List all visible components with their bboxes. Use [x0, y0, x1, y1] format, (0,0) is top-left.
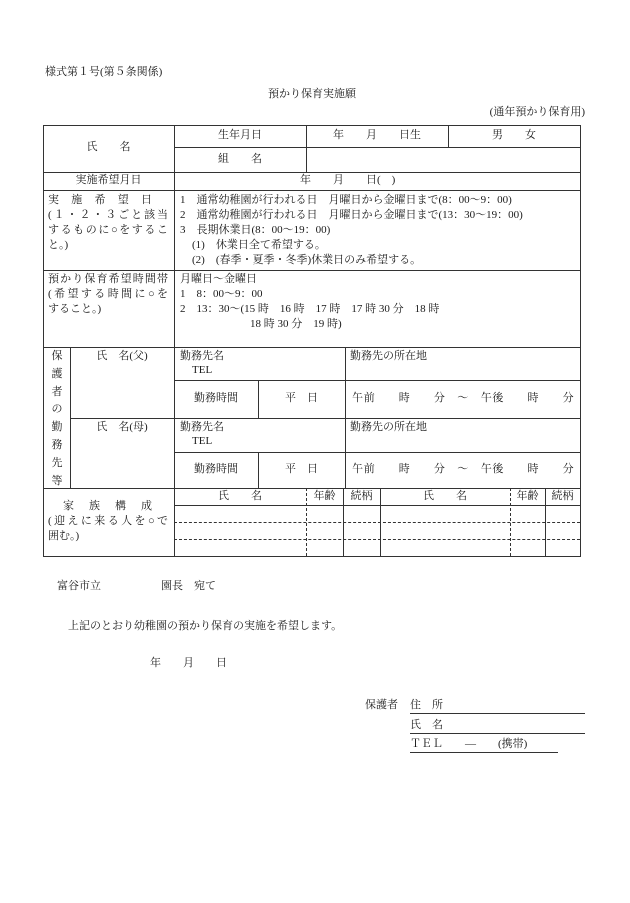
mother-name-label: 氏 名(母)	[96, 421, 148, 433]
table-border-bottom	[43, 556, 581, 557]
implementation-month-value: 年 月 日( )	[300, 174, 396, 186]
applicant-address-label: 住 所	[410, 699, 443, 711]
grid-line-h	[43, 488, 580, 489]
family-column-relation: 続柄	[350, 490, 373, 502]
application-table	[43, 125, 581, 557]
gender-choice: 男 女	[492, 129, 536, 141]
table-border-left	[43, 125, 44, 556]
guardian-section-label: 保護者の勤務先等	[51, 350, 63, 487]
application-date: 年 月 日	[150, 657, 227, 669]
mother-workplace-location-label: 勤務先の所在地	[350, 421, 427, 433]
tel-underline	[410, 752, 558, 753]
child-name-label: 氏 名	[86, 141, 131, 153]
grid-line-v	[345, 347, 346, 488]
applicant-tel-label: ＴＥＬ ― (携帯)	[410, 738, 528, 750]
implementation-days-note: するものに○をするこ	[48, 224, 168, 236]
time-slots-days: 月曜日〜金曜日	[180, 273, 257, 285]
father-workplace-location-label: 勤務先の所在地	[350, 350, 427, 362]
request-statement: 上記のとおり幼稚園の預かり保育の実施を希望します。	[68, 620, 343, 632]
family-row	[175, 506, 580, 522]
table-border-top	[43, 125, 580, 126]
table-border-right	[580, 125, 581, 557]
form-title: 預かり保育実施願	[268, 88, 356, 100]
father-name-label: 氏 名(父)	[96, 350, 148, 362]
grid-line-h	[43, 190, 580, 191]
family-column-age: 年齢	[516, 490, 539, 502]
implementation-days-note: と。)	[48, 239, 69, 251]
time-slots-note: すること。)	[48, 303, 102, 315]
birthdate-label: 生年月日	[218, 129, 262, 141]
form-subtitle: (通年預かり保育用)	[489, 106, 585, 118]
father-workplace-label: 勤務先名	[180, 350, 224, 362]
form-number: 様式第１号(第５条関係)	[45, 66, 163, 78]
address-underline	[410, 713, 585, 714]
name-underline	[410, 733, 585, 734]
time-option-2: 2 13：30〜(15 時 16 時 17 時 17 時 30 分 18 時	[180, 303, 440, 315]
mother-work-hours-label: 勤務時間	[194, 463, 238, 475]
family-note: 囲む。)	[48, 530, 80, 542]
father-weekday-label: 平 日	[285, 392, 318, 404]
grid-line-h	[43, 270, 580, 271]
time-option-1: 1 8：00〜9：00	[180, 288, 263, 300]
applicant-name-label: 氏 名	[410, 719, 443, 731]
grid-line-h	[174, 380, 580, 381]
implementation-days-label: 実施希望日	[48, 194, 152, 206]
grid-line-h	[70, 418, 580, 419]
family-label: 家 族 構 成	[63, 500, 154, 512]
day-option-1: 1 通常幼稚園が行われる日 月曜日から金曜日まで(8：00〜9：00)	[180, 194, 512, 206]
mother-weekday-label: 平 日	[285, 463, 318, 475]
grid-line-h	[174, 452, 580, 453]
father-time-range: 午前 時 分 〜 午後 時 分	[352, 392, 575, 404]
father-tel-label: TEL	[192, 364, 213, 376]
family-column-relation: 続柄	[551, 490, 574, 502]
grid-line-v	[70, 347, 71, 488]
family-row	[175, 523, 580, 539]
class-name-label: 組 名	[218, 153, 262, 165]
father-work-hours-label: 勤務時間	[194, 392, 238, 404]
day-option-3: 3 長期休業日(8：00〜19：00)	[180, 224, 331, 236]
grid-line-h	[43, 172, 580, 173]
family-column-name: 氏 名	[423, 490, 467, 502]
day-sub-option-2: (2) (春季・夏季・冬季)休業日のみ希望する。	[192, 254, 422, 266]
class-name-field	[307, 148, 580, 172]
implementation-month-label: 実施希望月日	[75, 174, 142, 186]
school-prefix: 富谷市立	[57, 580, 101, 592]
family-column-age: 年齢	[313, 490, 336, 502]
birthdate-value: 年 月 日生	[333, 129, 421, 141]
applicant-label: 保護者	[365, 699, 398, 711]
mother-workplace-label: 勤務先名	[180, 421, 224, 433]
time-slots-note: (希望する時間に○を	[48, 288, 168, 300]
mother-time-range: 午前 時 分 〜 午後 時 分	[352, 463, 575, 475]
day-sub-option-1: (1) 休業日全て希望する。	[192, 239, 326, 251]
grid-line-h	[43, 347, 580, 348]
addressee: 園長 宛て	[161, 580, 216, 592]
family-note: (迎えに来る人を○で	[48, 515, 168, 527]
time-slots-label: 預かり保育希望時間帯	[48, 273, 168, 285]
family-row	[175, 540, 580, 556]
family-column-name: 氏 名	[218, 490, 262, 502]
day-option-2: 2 通常幼稚園が行われる日 月曜日から金曜日まで(13：30〜19：00)	[180, 209, 523, 221]
time-option-2-continuation: 18 時 30 分 19 時)	[250, 318, 342, 330]
mother-tel-label: TEL	[192, 435, 213, 447]
implementation-days-note: (１・２・３ごと該当	[48, 209, 168, 221]
